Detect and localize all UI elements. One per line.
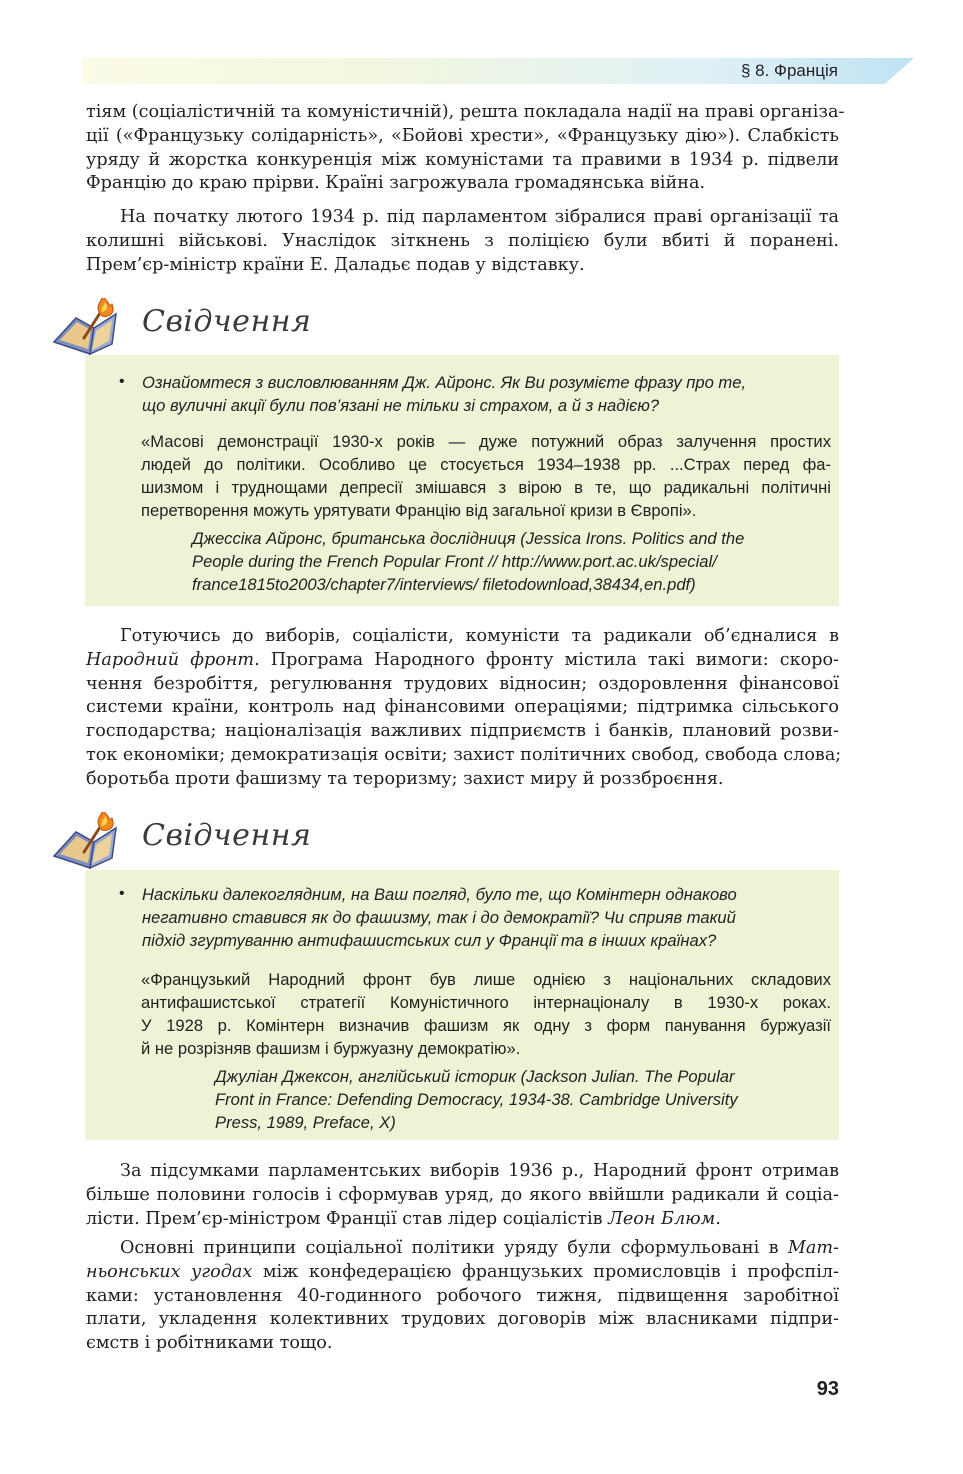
evidence-title: Свідчення bbox=[142, 304, 312, 339]
text-line: тіям (соціалістичній та комуністичній), решта покладала надії на праві організа- bbox=[86, 102, 845, 122]
text-line: господарства; націоналізація важливих підприємств і банків, плановий розви- bbox=[86, 721, 839, 742]
evidence-source bbox=[215, 1065, 832, 1134]
text-line: На початку лютого 1934 р. під парламентом зібралися праві організації та bbox=[120, 207, 839, 227]
text-line bbox=[86, 1261, 839, 1285]
text-line: чення безробіття, регулювання трудових відносин; оздоровлення фінансової bbox=[86, 673, 839, 694]
text-line: плати, укладення колективних трудових договорів між власниками підпри- bbox=[86, 1309, 839, 1330]
term-matignon: ньонських угодах bbox=[86, 1261, 253, 1282]
text-line: антифашистської стратегії Комуністичного інтернаціоналу в 1930-х роках. bbox=[141, 993, 831, 1012]
paragraph-3 bbox=[86, 625, 842, 792]
text-line bbox=[86, 649, 839, 673]
book-flame-icon bbox=[50, 298, 140, 358]
text-line: Джессіка Айронс, британська дослідниця (Jessica Irons. Politics and the bbox=[192, 529, 745, 548]
evidence-box-1 bbox=[85, 355, 839, 606]
paragraph-1 bbox=[86, 101, 845, 196]
text-line: уряду й жорстка конкуренція між комуністами та правими в 1934 р. підвели bbox=[86, 149, 839, 170]
text-line: людей до політики. Особливо це стосується 1934–1938 рр. ...Страх перед фа- bbox=[141, 455, 831, 474]
evidence-source bbox=[192, 527, 832, 596]
text-line: що вуличні акції були пов’язані не тільки зі страхом, а й з надією? bbox=[142, 396, 660, 415]
section-title: § 8. Франція bbox=[740, 61, 838, 80]
text-line: Press, 1989, Preface, X) bbox=[215, 1113, 396, 1132]
text-line: системи країни, контроль над фінансовими операціями; підтримка сільського bbox=[86, 697, 839, 718]
text-fragment: лісти. Прем’єр-міністром Франції став лідер соціалістів bbox=[86, 1208, 609, 1229]
text-line: негативно ставився як до фашизму, так і до демократії? Чи сприяв такий bbox=[142, 908, 736, 927]
evidence-question bbox=[142, 371, 832, 417]
text-line: Front in France: Defending Democracy, 1934-38. Cambridge University bbox=[215, 1090, 738, 1109]
text-line: «Масові демонстрації 1930-х років — дуже потужний образ залучення простих bbox=[141, 432, 831, 451]
text-line: france1815to2003/chapter7/interviews/ filetodownload,38434,en.pdf) bbox=[192, 575, 696, 594]
evidence-quote bbox=[141, 430, 831, 522]
evidence-title: Свідчення bbox=[142, 818, 312, 853]
text-line: Ознайомтеся з висловлюванням Дж. Айронс. Як Ви розумієте фразу про те, bbox=[142, 373, 747, 392]
paragraph-4 bbox=[86, 1160, 839, 1231]
term-matignon: Мат- bbox=[787, 1238, 839, 1258]
text-line: боротьба проти фашизму та тероризму; захист миру й роззброєння. bbox=[86, 768, 724, 789]
text-line: ток економіки; демократизація освіти; захист політичних свобод, свобода слова; bbox=[86, 744, 842, 765]
paragraph-5 bbox=[86, 1237, 839, 1356]
text-line: ками: установлення 40-годинного робочого тижня, підвищення заробітної bbox=[86, 1285, 839, 1306]
text-line bbox=[86, 1237, 839, 1261]
evidence-heading-1 bbox=[50, 298, 310, 358]
text-fragment: Основні принципи соціальної політики уряду були сформульовані в bbox=[120, 1238, 788, 1258]
text-line: Готуючись до виборів, соціалісти, комуністи та радикали об’єдналися в bbox=[120, 626, 839, 646]
page-number: 93 bbox=[816, 1378, 839, 1400]
evidence-box-2 bbox=[85, 870, 839, 1140]
text-fragment: . bbox=[715, 1208, 721, 1229]
paragraph-2 bbox=[86, 206, 839, 277]
evidence-heading-2 bbox=[50, 812, 310, 872]
text-line: Наскільки далекоглядним, на Ваш погляд, було те, що Комінтерн однаково bbox=[142, 885, 737, 904]
text-fragment: між конфедерацією французьких промисловців і профспіл- bbox=[252, 1261, 839, 1282]
text-line: шизмом і труднощами депресії змішався з вірою в те, що радикальні політичні bbox=[141, 478, 831, 497]
text-fragment: . Програма Народного фронту містила такі вимоги: скоро- bbox=[254, 649, 839, 670]
text-line: підхід згуртуванню антифашистських сил у Франції та в інших країнах? bbox=[142, 931, 717, 950]
text-line: Францію до краю прірви. Країні загрожувала громадянська війна. bbox=[86, 173, 706, 194]
text-line: ємств і робітниками тощо. bbox=[86, 1333, 333, 1354]
book-flame-icon bbox=[50, 812, 140, 872]
text-line: перетворення можуть урятувати Францію від загальної кризи в Європі». bbox=[141, 501, 697, 520]
evidence-quote bbox=[141, 968, 831, 1060]
text-line: ції («Французьку солідарність», «Бойові хрести», «Французьку дію»). Слабкість bbox=[86, 125, 839, 146]
evidence-question bbox=[142, 883, 832, 952]
text-line: «Французький Народний фронт був лише однією з національних складових bbox=[141, 970, 831, 989]
text-line: Прем’єр-міністр країни Е. Даладьє подав у відставку. bbox=[86, 254, 585, 275]
text-line: колишні військові. Унаслідок зіткнень з поліцією були вбиті й поранені. bbox=[86, 230, 839, 251]
text-line bbox=[86, 1208, 839, 1232]
text-line: У 1928 р. Комінтерн визначив фашизм як одну з форм панування буржуазії bbox=[141, 1016, 831, 1035]
text-line: більше половини голосів і сформував уряд, до якого ввійшли радикали й соціа- bbox=[86, 1184, 839, 1205]
bullet-icon: • bbox=[119, 373, 125, 390]
text-line: Джуліан Джексон, англійський історик (Jackson Julian. The Popular bbox=[215, 1067, 735, 1086]
text-line: За підсумками парламентських виборів 1936 р., Народний фронт отримав bbox=[120, 1161, 839, 1181]
bullet-icon: • bbox=[119, 885, 125, 902]
text-line: й не розрізняв фашизм і буржуазну демократію». bbox=[141, 1039, 521, 1058]
person-name: Леон Блюм bbox=[608, 1208, 716, 1229]
text-line: People during the French Popular Front // http://www.port.ac.uk/special/ bbox=[192, 552, 717, 571]
term-popular-front: Народний фронт bbox=[86, 649, 255, 670]
